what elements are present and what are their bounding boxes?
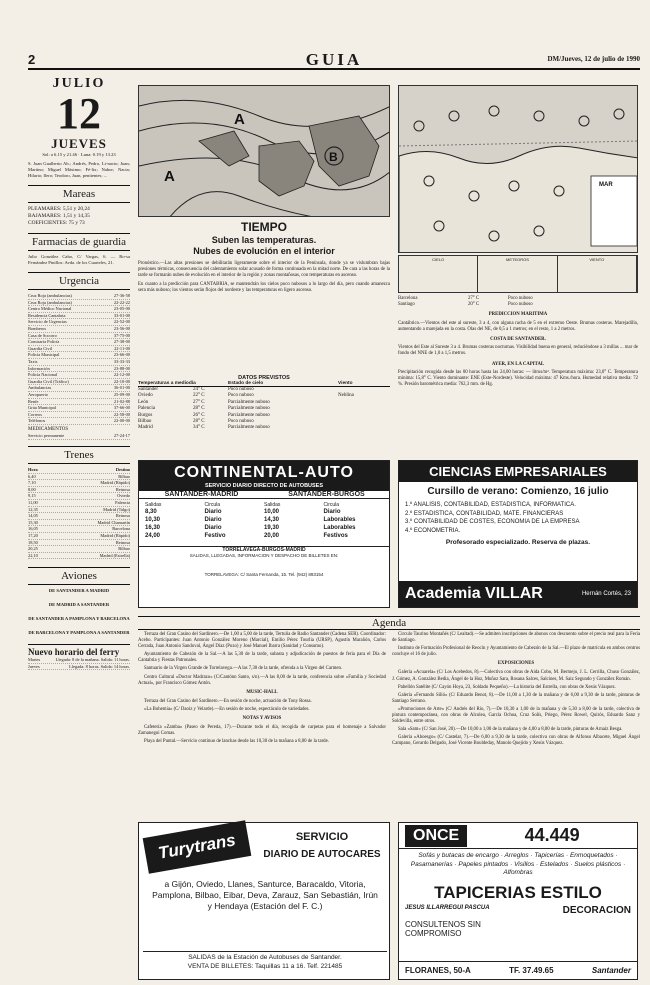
legend-cielo: CIELO [399, 256, 478, 292]
agenda-title: Agenda [138, 616, 640, 630]
once-logo: ONCE [405, 825, 467, 847]
continental-cell: 24,00 [145, 533, 161, 539]
urgencia-row-cell: Grúa Municipal [28, 405, 56, 411]
datos-cell: 26° C [193, 412, 205, 418]
ciencias-item: 4.º ECONOMETRIA. [405, 527, 461, 534]
once-bar [399, 823, 637, 849]
avion-route: DE MADRID A SANTANDER [48, 602, 110, 608]
agenda-item: Centro Cultural «Doctor Madrazo» (C/Cantónn Santo, s/n).—A las 8,00 de la tarde, conferencia sobre «Familia y Sociedad Actual», por Francisco Gómez Antón. [138, 674, 386, 686]
urgencia-row [28, 405, 130, 412]
urgencia-row-cell: Centro Médico Nacional [28, 306, 72, 312]
col-head: Circula [204, 502, 221, 508]
urgencia-list [28, 293, 130, 425]
route-madrid: SANTANDER-MADRID [164, 491, 239, 498]
urgencia-row-cell: 22-10-00 [113, 378, 130, 384]
tren-row [28, 553, 130, 560]
tren-row-cell: Palencia [115, 499, 130, 505]
continental-cell: Diario [204, 517, 222, 523]
tren-row [28, 487, 130, 494]
continental-cell: 10,30 [145, 517, 161, 523]
urgencia-row-cell: Policía Municipal [28, 352, 60, 358]
mareas-title: Mareas [28, 185, 130, 203]
tren-row [28, 507, 130, 514]
tiempo-body [138, 261, 390, 294]
urgencia-row-cell: Bomberos [28, 325, 47, 331]
tren-row-cell: 7,10 [28, 480, 36, 486]
urgencia-row-cell: Servicio de Urgencias [28, 319, 67, 325]
col-head: Circula [323, 502, 340, 508]
datos-cell: 22° C [193, 393, 205, 399]
tren-row-cell: Madrid Chamartín [97, 519, 130, 525]
high-pressure-a: A [164, 168, 175, 185]
agenda-item: Terraza del Gran Casino del Sardinero.—En sesión de noche, actuación de Tony Rossa. [144, 698, 312, 704]
continental-cell: Festivo [204, 533, 226, 539]
continental-cell: Diario [204, 525, 222, 531]
urgencia-row-cell: 22-22-22 [113, 299, 130, 305]
continental-address: TORRELAVEGA: C/ Santa Fernanda, 15. Tel. (942) 893154 [204, 572, 324, 577]
urgencia-row-cell: Residencia Cantabria [28, 312, 66, 318]
music-hall-title: MUSIC-HALL [246, 689, 278, 695]
datos-col: Temperaturas a mediodía [138, 381, 196, 386]
datos-title: DATOS PREVISTOS [238, 375, 290, 381]
marea-row: BAJAMARES: 1,51 y 14,35 [28, 213, 90, 219]
weather-block [138, 85, 390, 431]
map-legend [398, 255, 638, 293]
tren-row-cell: 8,00 [28, 486, 36, 492]
datos-cell: Parcialmente nuboso [228, 412, 270, 418]
urgencia-row-cell: 33-01-00 [113, 312, 130, 318]
tren-row [28, 474, 130, 481]
datos-cell: Poco nuboso [228, 393, 254, 399]
agenda-item: Galería «Acuarela» (C/ Los Acebedos, 8).—Colectiva con obras de Aida Cobo, M. Bermejo, J. L. Cerrilla, Chuso González, J. Gómez, A. González Bedia, Ángel de la Hoz, Muñoz Sara, Rosana Salces, Salcines, M. Saiz Segundo y González Román. [392, 670, 640, 682]
ferry-title: Nuevo horario del ferry [28, 644, 130, 657]
urgencia-row-cell: Comisaría Policía [28, 339, 60, 345]
agenda-item: Sala «Sam» (C/ San José, 20).—De 10,00 a 1,00 de la mañana y de 4,00 a 8,00 de la tarde, pinturas de Arnaiz Besga. [398, 727, 623, 733]
urgencia-row-cell: 27-36-58 [113, 293, 130, 298]
city-temp: 20° C [468, 302, 480, 308]
urgencia-row-cell: 22-11-00 [114, 345, 130, 351]
calendar-month: JULIO [52, 76, 106, 91]
datos-cell: Parcialmente nuboso [228, 406, 270, 412]
tren-row-cell: 20,25 [28, 546, 38, 552]
agenda-item: Terraza del Gran Casino del Sardinero.—De 1,00 a 5,00 de la tarde, Tertulia de Radio Santander (Cadena SER). Coordinador: Acebo. Participantes: Juan Antonio González Moreno (Marcial), Emilio Pérez Tourlia (URSP), Agustín Marañón, Carlos Cerrada, Juan Antonio Sandoval, Ángel Díaz (Pozo) y José Manuel Ibarra (Sanidad y Consumo). [138, 632, 386, 650]
academy-address: Hernán Cortés, 23 [581, 591, 631, 597]
ciencias-item: 2.º ESTADISTICA, CONTABILIDAD, MATE. FINANCIERAS [405, 510, 564, 517]
datos-cell: Oviedo [138, 393, 153, 399]
continental-row [145, 524, 383, 532]
mareas-rows [28, 206, 130, 227]
urgencia-row [28, 293, 130, 300]
ferry-day: Jueves [28, 663, 40, 669]
section-title: GUIA [305, 50, 363, 69]
urgencia-row [28, 379, 130, 386]
datos-cell [338, 425, 390, 431]
trenes-list [28, 474, 130, 560]
datos-cell: 34° C [193, 425, 205, 431]
medicamentos-label: MEDICAMENTOS [28, 426, 69, 432]
tren-row [28, 480, 130, 487]
ciencias-item: 3.º CONTABILIDAD DE COSTES, ECONOMIA DE LA EMPRESA [405, 519, 580, 525]
tren-row [28, 520, 130, 527]
continental-cell: 20,00 [264, 533, 280, 539]
tren-row-cell: Bilbao [118, 473, 130, 479]
urgencia-row [28, 418, 130, 425]
issue-line: DM/Jueves, 12 de julio de 1990 [547, 55, 640, 63]
ciencias-course: Cursillo de verano: Comienzo, 16 julio [427, 486, 609, 497]
trenes-col-hora: Hora [28, 466, 38, 472]
urgencia-row-cell: 37-75-00 [113, 332, 130, 338]
tapicerias-phone: TF. 37.49.65 [509, 966, 554, 975]
tren-row-cell: 6,40 [28, 473, 36, 479]
saints: S. Juan Gualberto Ab.; Andrés, Pedro, Li-nacio; Juan; Martino; Miguel Máximo; Fé-lix; Nabor; Nacia; Hilario; Ilero; Teodoro, Juan, penitentes; ... [28, 161, 130, 178]
urgencia-row [28, 392, 130, 399]
urgencia-row-cell: Taxis [28, 358, 38, 364]
urgencia-row-cell: Policía Nacional [28, 372, 58, 378]
medicamentos-phone: 27-24-17 [113, 433, 130, 439]
datos-cell: Poco nuboso [228, 419, 254, 425]
tren-row-cell: Reinosa [115, 513, 130, 519]
continental-brand: CONTINENTAL-AUTO [139, 461, 389, 482]
datos-cell: Parcialmente nuboso [228, 399, 270, 405]
col-head: Salidas [145, 502, 162, 508]
tren-row-cell: 12,35 [28, 506, 38, 512]
urgencia-row [28, 319, 130, 326]
urgencia-row-cell: Teléfonos [28, 418, 46, 424]
turytrans-line2: DIARIO DE AUTOCARES [263, 849, 381, 860]
tiempo-headline-1: Suben las temperaturas. [211, 235, 317, 245]
ciencias-items [399, 501, 637, 535]
expos-title: EXPOSICIONES [497, 661, 535, 667]
europe-weather-map [138, 85, 390, 217]
urgencia-row-cell: Cruz Roja (ambulancias) [28, 293, 72, 298]
tapicerias-subline-row [399, 903, 637, 918]
datos-rows [138, 387, 390, 432]
urgencia-row [28, 412, 130, 419]
legend-meteoros: METEOROS [478, 256, 557, 292]
trenes-head [28, 467, 130, 474]
tren-row [28, 500, 130, 507]
tren-row-cell: Reinosa [115, 486, 130, 492]
city: Santiago [398, 302, 415, 308]
isobar-map [139, 86, 390, 217]
agenda-item: Galería «Aboesgo» (C/ Castelar, 7).—De 6,00 a 9,30 de la tarde, colectiva con obras de Alfonso Albacete, Miguel Ángel Campano, Gerardo Delgado, José Vicente Bouldeday, Manolo Quejido y Xesús Vázquez. [392, 735, 640, 747]
tren-row [28, 513, 130, 520]
turytrans-destinations: a Gijón, Oviedo, Llanes, Santurce, Baracaldo, Vitoria, Pamplona, Bilbao, Eibar, Deva, Zarauz, San Sebastián, Irún y Hendaya (Estación del F. C.) [152, 879, 378, 911]
agenda-col-right [392, 632, 640, 750]
datos-cell: 27° C [193, 399, 205, 405]
urgencia-row [28, 366, 130, 373]
urgencia-row [28, 359, 130, 366]
urgencia-row [28, 346, 130, 353]
tren-row-cell: 22,10 [28, 552, 38, 558]
tren-row-cell: Madrid (Estrella) [99, 552, 130, 558]
ferry-day: Martes [28, 657, 41, 663]
tren-row [28, 493, 130, 500]
continental-row [145, 516, 383, 524]
tapicerias-city: Santander [591, 966, 631, 975]
urgencia-row-cell: 33-33-33 [113, 358, 130, 364]
datos-cell: Parcialmente nuboso [228, 425, 270, 431]
marea-row: COEFICIENTES: 75 y 73 [28, 220, 85, 226]
urgencia-row [28, 352, 130, 359]
urgencia-row-cell: 22-00-00 [113, 418, 130, 424]
left-column [28, 76, 130, 981]
ad-continental-auto [138, 460, 390, 608]
ciencias-teachers: Profesorado especializado. Reserva de plazas. [445, 539, 591, 546]
tiempo-cantabria: En cuanto a la predicción para CANTABRIA, se mantendrán los cielos poco nubosos a lo largo del día, pero cuando amanezca sera más nuboso; los vientos serán flojos del nordeste y las temperaturas en ligero ascenso. [138, 281, 390, 293]
once-phone: 44.449 [524, 825, 580, 845]
datos-row [138, 425, 390, 431]
coast-weather-map [398, 85, 638, 253]
datos-previstos [138, 375, 390, 432]
tren-row-cell: Madrid (Rápido) [100, 480, 130, 486]
maritime-block [398, 296, 638, 388]
agenda-item: Ayuntamiento de Cabezón de la Sal.—A las 5,30 de la tarde, subasta y adjudicación de puestos de feria para el Día de Cantabria y Fiestas Patronales. [138, 652, 386, 664]
tren-row-cell: 9,15 [28, 493, 36, 499]
costa-text: Vientos del Este al Sureste 3 a 4. Brumas costeras nocturnas. Visibilidad buena en general, reduciéndose a 3 millas ... mar de fondo del NNE de 1,0 a 1,5 metros. [398, 345, 638, 357]
urgencia-row-cell: 36-01-00 [113, 385, 130, 391]
urgencia-row [28, 333, 130, 340]
urgencia-row [28, 300, 130, 307]
tren-row-cell: 18,50 [28, 539, 38, 545]
turytrans-footer1: SALIDAS de la Estación de Autobuses de Santander. [143, 951, 387, 961]
tiempo-headline-2: Nubes de evolución en el interior [193, 246, 335, 256]
continental-footer: TORRELAVEGA-BURGOS-MADRID [139, 546, 389, 553]
continental-tagline: SERVICIO DIARIO DIRECTO DE AUTOBUSES [139, 482, 389, 491]
urgencia-row-cell: Guardia Civil [28, 345, 53, 351]
datos-cell: León [138, 399, 149, 405]
tren-row-cell: 16,05 [28, 526, 38, 532]
tren-row-cell: Oviedo [117, 493, 130, 499]
urgencia-row-cell: Información [28, 365, 50, 371]
urgencia-row-cell: 27-38-00 [113, 339, 130, 345]
urgencia-row-cell: 22-58-00 [113, 411, 130, 417]
urgencia-title: Urgencia [28, 272, 130, 290]
urgencia-row-cell: Aeropuerto [28, 391, 48, 397]
agenda-item: Circulo Taurino Montañés (C/ Lealtad).—Se admiten inscripciones de abonos con descuento sobre el precio real para la Feria de Santiago. [392, 632, 640, 644]
tiempo-title: TIEMPO [240, 220, 287, 234]
tapicerias-footer [399, 961, 637, 979]
trenes-title: Trenes [28, 446, 130, 464]
tiempo-forecast: Pronóstico.—Las altas presiones se debilitarán ligeramente sobre el interior de la Península, donde ya se vislumbran bajas presiones térmicas, consecuencia del calentamiento solar acusado de forma continuada en la mitad norte. De cara a las horas de la tarde se formarán nubes de evolución en el interior de la región y zonas montañosas, con temperaturas en ascenso. [138, 261, 390, 279]
ayer-title: AYER, EN LA CAPITAL [491, 361, 545, 367]
agenda-item: «Promociones de Arte» (C/ Andrés del Río, 7).—De 10,30 a 1,00 de la mañana y de 5,30 a 8,00 de la tarde, colectiva de pintura contemporánea, con obras de Alcolea, García Ochoa, Cruz Solís, Priego, Pérez Rowel, Quirós, Eduardo Sanz y Soldevilla, entre otros. [392, 706, 640, 725]
datos-cell: Neblina [338, 393, 354, 399]
ciencias-item: 1.º ANALISIS, CONTABILIDAD, ESTADISTICA, INFORMATICA. [405, 502, 576, 508]
tren-row [28, 540, 130, 547]
urgencia-row-cell: Casa de Socorro [28, 332, 57, 338]
continental-rows [139, 508, 389, 540]
ciencias-title: CIENCIAS EMPRESARIALES [399, 461, 637, 482]
continental-cell: 8,30 [145, 509, 157, 515]
datos-col: Estado de cielo [228, 381, 264, 386]
urgencia-row [28, 306, 130, 313]
legend-viento: VIENTO [558, 256, 637, 292]
sun-moon: Sol: a 6.15 y 21.46 · Luna: 0.19 y 13.23 [42, 152, 116, 157]
city-temp: 27° C [468, 296, 480, 301]
datos-cell: 28° C [193, 419, 205, 425]
tren-row-cell: Madrid (Talgo) [103, 506, 130, 512]
tren-row-cell: 15,30 [28, 519, 38, 525]
ferry-row [28, 664, 130, 671]
route-burgos: SANTANDER-BURGOS [288, 491, 365, 498]
datos-cell: Poco nuboso [228, 387, 254, 392]
tapicerias-consult: CONSULTENOS SIN COMPROMISO [405, 919, 481, 938]
avion-route: DE SANTANDER A PAMPLONA Y BARCELONA [28, 616, 130, 622]
urgencia-row [28, 326, 130, 333]
ad-ciencias-empresariales [398, 460, 638, 608]
calendar-day: 12 [57, 89, 101, 138]
marea-row: PLEAMARES: 5,51 y 20,24 [28, 206, 90, 212]
continental-cell: Festivos [323, 533, 348, 539]
urgencia-row-cell: 37-66-00 [113, 405, 130, 411]
tren-row-cell: Barcelona [112, 526, 130, 532]
datos-cell: Madrid [138, 425, 153, 431]
farmacias-text: Julio González Cabo, C/ Vargas, 6. — Ro-sa Fernández Pinillos: Avda. de los Cuarteles, 21. [28, 254, 130, 265]
medicamentos-text: Servicio permanente [28, 433, 65, 439]
city-sky: Poco nuboso [508, 302, 533, 308]
continental-col-heads [139, 499, 389, 508]
col-head: Salidas [264, 502, 281, 508]
high-pressure-a: A [234, 111, 245, 128]
maritime-title: PREDICCION MARITIMA [488, 312, 548, 318]
ferry-time: Llegada: 8 horas. Salida: 14 horas. [69, 663, 130, 669]
agenda-item: Galería «Fernando Silió» (C/ Eduardo Benot, 8).—De 11,00 a 1,30 de la mañana y de 6,00 a 9,30 de la tarde, pinturas de Santiago Serrano. [392, 692, 640, 704]
agenda-item: Playa del Puntal.—Servicio continuo de lanchas desde las 10,30 de la mañana a 8,00 de la tarde. [144, 739, 329, 745]
farmacias-title: Farmacias de guardia [28, 233, 130, 251]
agenda-item: «La Bohemia» (C/ Daoiz y Velarde).—En sesión de noche, espectáculo de variedades. [144, 706, 310, 712]
urgencia-row-cell: Guardia Civil (Tráfico) [28, 378, 69, 384]
costa-title: COSTA DE SANTANDER. [490, 337, 546, 343]
tapicerias-address: FLORANES, 50-A [405, 966, 471, 975]
datos-cell: Bilbao [138, 419, 152, 425]
tapicerias-headline: TAPICERIAS ESTILO [434, 882, 602, 902]
tapicerias-decor: DECORACION [562, 904, 631, 916]
urgencia-row-cell: 21-02-88 [113, 398, 130, 404]
tren-row-cell: 14,05 [28, 513, 38, 519]
page-number: 2 [28, 52, 36, 67]
urgencia-row [28, 399, 130, 406]
agenda-item: Pabellón Satélite (C/ Cayón Hoya, 23, Soldado Pequeño).—La historia del Estrella, con obras de Xesús Vázquez. [398, 684, 616, 690]
urgencia-row [28, 313, 130, 320]
tapicerias-owner: JESUS ILLARREGUI PASCUA [405, 904, 490, 911]
urgencia-row-cell: Correos [28, 411, 42, 417]
city-row [398, 302, 638, 308]
maritime-text: Cantábrico.—Vientos del este al sureste, 3 a 4, con alguna racha de 5 en el extremo Oeste. Brumas costeras. Marejadilla, aumentando a marejada en la costa. Olas del NE, de 0,5 a 1 metros; en el resto, 1 a 2 metros. [398, 320, 638, 332]
tren-row [28, 546, 130, 553]
city: Barcelona [398, 296, 418, 301]
notas-title: NOTAS Y AVISOS [242, 716, 282, 722]
urgencia-row-cell: 23-66-00 [113, 352, 130, 358]
urgencia-row-cell: 22-52-00 [113, 319, 130, 325]
urgencia-row-cell: Renfe [28, 398, 39, 404]
continental-cell: 10,00 [264, 509, 280, 515]
continental-footer2: SALIDAS, LLEGADAS, INFORMACION Y DESPACHO DE BILLETES EN: [189, 553, 339, 558]
ad-tapicerias [398, 822, 638, 980]
calendar-weekday: JUEVES [51, 136, 107, 151]
turytrans-logo: Turytrans [143, 820, 252, 874]
tren-row [28, 526, 130, 533]
continental-cell: Laborables [323, 517, 356, 523]
agenda-item: Instituto de Formación Profesional de Reocín y Ayuntamiento de Cabezón de la Sal.—El plazo de matrícula en ambos centros concluye el 16 de julio. [392, 646, 640, 658]
academy-bar [399, 581, 637, 607]
urgencia-row-cell: Cruz Roja (ambulancias) [28, 299, 72, 305]
medicamentos-row [28, 433, 130, 440]
urgencia-row [28, 385, 130, 392]
ad-turytrans [138, 822, 390, 980]
datos-cell: Palencia [138, 406, 155, 412]
ferry-time: Llegada: 8 de la mañana. Salida: 11 horas. [55, 657, 130, 663]
urgencia-row-cell: 22-12-00 [113, 372, 130, 378]
agenda-col-left [138, 632, 386, 747]
continental-cell: Laborables [323, 525, 356, 531]
tiempo-headline [138, 235, 390, 257]
continental-cell: Diario [323, 509, 341, 515]
datos-cell: 28° C [193, 406, 205, 412]
continental-row [145, 508, 383, 516]
datos-cell: Burgos [138, 412, 153, 418]
urgencia-row [28, 339, 130, 346]
datos-cell: Santander [138, 387, 158, 392]
turytrans-line1: SERVICIO [295, 831, 349, 843]
academy-name: Academia VILLAR [405, 585, 543, 602]
datos-col: Viento [338, 381, 353, 386]
agenda-item: Santuario de la Virgen Grande de Torrelavega.—A las 7,30 de la tarde, ofrenda a la Virgen del Carmen. [144, 666, 343, 672]
continental-cell: 19,30 [264, 525, 280, 531]
tren-row-cell: 17,20 [28, 532, 38, 538]
agenda-item: Cafetería «Zamba» (Paseo de Pereda, 17).—Durante todo el día, recogida de carpetas para el homenaje a Salvador Zamanegui Comas. [138, 725, 386, 737]
tren-row [28, 533, 130, 540]
low-pressure-b: B [329, 150, 338, 164]
trenes-col-destino: Destino [115, 466, 130, 472]
avion-route: DE BARCELONA Y PAMPLONA A SANTANDER [28, 630, 130, 636]
urgencia-row [28, 372, 130, 379]
ayer-text: Precipitación recogida desde las 00 horas hasta las 24,00 horas: — litros/m². Temperatura máxima: 23,0° C. Temperatura mínima: 15,8° C. Viento dominante: ENE (Este-Nordeste). Velocidad máxima: 47 Kms./hora. Humedad relativa media: 72 %. Presión barométrica media: 762,3 mm. de Hg. [398, 369, 638, 388]
page-header [28, 50, 640, 70]
mar-label: MAR [599, 182, 613, 188]
urgencia-row-cell: 23-05-00 [113, 306, 130, 312]
tren-row-cell: Madrid (Rápido) [100, 532, 130, 538]
urgencia-row-cell: 23-88-00 [113, 365, 130, 371]
urgencia-row-cell: 23-56-00 [113, 325, 130, 331]
aviones-title: Aviones [28, 567, 130, 585]
continental-cell: Diario [204, 509, 222, 515]
tren-row-cell: Reinosa [115, 539, 130, 545]
continental-cell: 14,30 [264, 517, 280, 523]
urgencia-row-cell: Ambulancias [28, 385, 52, 391]
once-products: Sofás y butacas de encargo · Arreglos · Tapicerías · Enmoquetados · Pasamanerías · Papeles pintados · Visillos · Estelados · Suelos plásticos · Alfombras [410, 852, 626, 876]
avion-route: DE SANTANDER A MADRID [48, 588, 110, 594]
tren-row-cell: 11,00 [28, 499, 38, 505]
continental-cell: 16,30 [145, 525, 161, 531]
continental-row [145, 532, 383, 540]
datos-cell: 24° C [193, 387, 205, 392]
continental-routes [139, 491, 389, 499]
tren-row-cell: Bilbao [118, 546, 130, 552]
coast-map-drawing [399, 86, 638, 253]
urgencia-row-cell: 25-09-00 [113, 391, 130, 397]
city-sky: Poco nuboso [508, 296, 533, 301]
turytrans-footer2: VENTA DE BILLETES: Taquillas 11 a 16. Telf. 221485 [187, 963, 343, 970]
ferry-row [28, 657, 130, 664]
